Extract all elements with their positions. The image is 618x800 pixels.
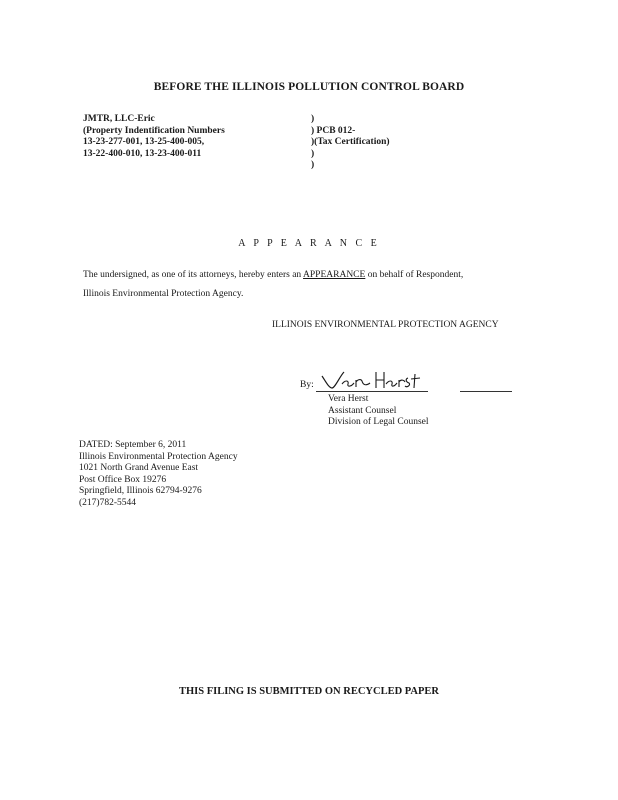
address-line: Illinois Environmental Protection Agency bbox=[79, 451, 238, 462]
caption-line: 13-22-400-010, 13-23-400-011 bbox=[83, 148, 202, 159]
caption-paren-line: ) bbox=[311, 160, 315, 170]
signatory-block bbox=[328, 394, 429, 429]
signatory-name: Vera Herst bbox=[328, 394, 369, 404]
address-line: 1021 North Grand Avenue East bbox=[79, 463, 199, 473]
caption-paren-line: ) bbox=[311, 114, 315, 124]
paragraph-line-1 bbox=[83, 266, 463, 285]
paragraph-line-2: Illinois Environmental Protection Agency. bbox=[83, 289, 244, 299]
address-line: Post Office Box 19276 bbox=[79, 474, 167, 485]
dated-line: DATED: September 6, 2011 bbox=[79, 440, 187, 450]
caption-line: 13-23-277-001, 13-25-400-005, bbox=[83, 137, 205, 147]
address-line: Springfield, Illinois 62794-9276 bbox=[79, 486, 202, 496]
case-caption-parties bbox=[83, 114, 225, 160]
caption-line: (Property Indentification Numbers bbox=[83, 125, 225, 136]
caption-paren-line: )(Tax Certification) bbox=[311, 137, 390, 147]
caption-paren-line: ) PCB 012- bbox=[311, 125, 356, 136]
caption-paren-line: ) bbox=[311, 148, 315, 159]
recycled-paper-footer: THIS FILING IS SUBMITTED ON RECYCLED PAPER bbox=[178, 686, 440, 697]
paragraph-text: on behalf of Respondent, bbox=[365, 270, 464, 280]
caption-line: JMTR, LLC-Eric bbox=[83, 114, 155, 124]
agency-name: ILLINOIS ENVIRONMENTAL PROTECTION AGENCY bbox=[272, 320, 499, 330]
by-label: By: bbox=[300, 380, 314, 390]
case-caption-number bbox=[311, 114, 390, 172]
signature-line bbox=[316, 391, 428, 392]
signature-image bbox=[318, 366, 428, 394]
appearance-emphasis: APPEARANCE bbox=[303, 270, 366, 280]
document-title: BEFORE THE ILLINOIS POLLUTION CONTROL BOARD bbox=[153, 81, 465, 93]
signature-line-extension bbox=[460, 391, 512, 392]
phone-line: (217)782-5544 bbox=[79, 497, 136, 508]
appearance-paragraph bbox=[83, 266, 463, 304]
paragraph-text: The undersigned, as one of its attorneys, hereby enters an bbox=[83, 270, 304, 280]
signatory-title: Assistant Counsel bbox=[328, 405, 397, 416]
appearance-heading: A P P E A R A N C E bbox=[238, 238, 380, 249]
signatory-division: Division of Legal Counsel bbox=[328, 417, 429, 427]
dated-address-block bbox=[79, 440, 238, 509]
